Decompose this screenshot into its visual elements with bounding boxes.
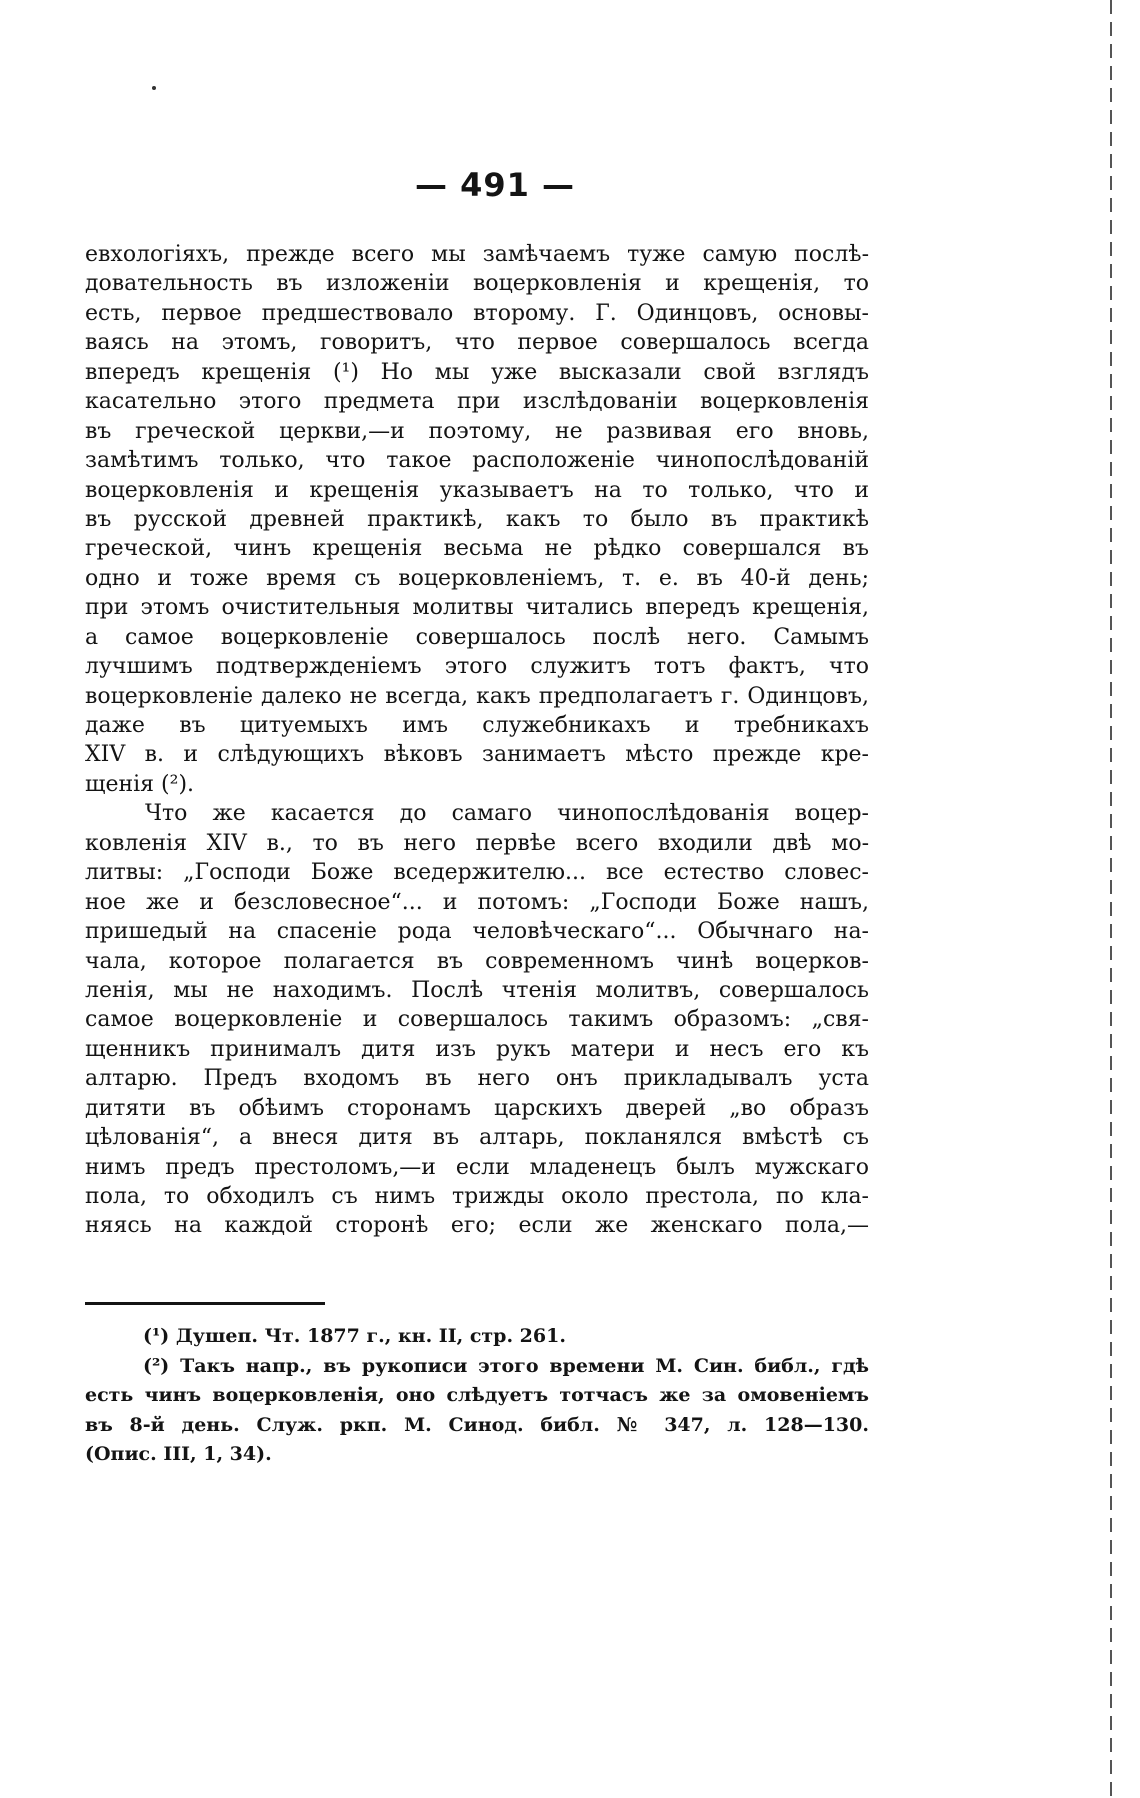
footnote-2-line: есть чинъ воцерковленія, оно слѣдуетъ тотчасъ же за омовеніемъ <box>85 1384 869 1406</box>
footnote-2-line: въ 8-й день. Служ. ркп. М. Синод. библ. № 347, л. 128—130. <box>85 1413 869 1436</box>
footnote-2-line: (Опис. III, 1, 34). <box>85 1443 272 1465</box>
text-line: няясь на каждой сторонѣ его; если же женскаго пола,— <box>85 1213 869 1239</box>
paragraph-start-line: Что же касается до самаго чинопослѣдованія воцер- <box>145 801 869 827</box>
text-line: ковленія XIV в., то въ него первѣе всего входили двѣ мо- <box>85 830 869 856</box>
text-line: литвы: „Господи Боже вседержителю... все естество словес- <box>85 860 869 886</box>
text-line: дитяти въ обѣимъ сторонамъ царскихъ дверей „во образъ <box>85 1095 869 1121</box>
text-line: алтарю. Предъ входомъ въ него онъ прикладывалъ уста <box>85 1066 869 1092</box>
text-line: ное же и безсловесное“... и потомъ: „Господи Боже нашъ, <box>85 889 869 915</box>
text-line: въ греческой церкви,—и поэтому, не развивая его вновь, <box>85 418 869 444</box>
text-line: при этомъ очистительныя молитвы читались впередъ крещенія, <box>85 595 869 621</box>
text-line: ленія, мы не находимъ. Послѣ чтенія молитвъ, совершалось <box>85 977 869 1003</box>
text-line: щенія (²). <box>85 771 195 797</box>
text-line: есть, первое предшествовало второму. Г. Одинцовъ, основы- <box>85 300 869 326</box>
text-line: въ русской древней практикѣ, какъ то было въ практикѣ <box>85 506 869 532</box>
text-line: пришедый на спасеніе рода человѣческаго“... Обычнаго на- <box>85 919 869 945</box>
footnote-divider <box>85 1302 325 1305</box>
page-number: — 491 — <box>414 166 576 204</box>
text-line: нимъ предъ престоломъ,—и если младенецъ былъ мужскаго <box>85 1154 869 1180</box>
text-line: касательно этого предмета при изслѣдованіи воцерковленія <box>85 389 869 415</box>
text-line: ваясь на этомъ, говоритъ, что первое совершалось всегда <box>85 330 869 356</box>
text-line: впередъ крещенія (¹) Но мы уже высказали свой взглядъ <box>85 359 869 385</box>
text-line: одно и тоже время съ воцерковленіемъ, т. е. въ 40-й день; <box>85 565 869 591</box>
text-line: воцерковленія и крещенія указываетъ на то только, что и <box>85 477 869 503</box>
footnote-1: (¹) Душеп. Чт. 1877 г., кн. II, стр. 261. <box>143 1325 566 1347</box>
text-line: цѣлованія“, а внеся дитя въ алтарь, покланялся вмѣстѣ съ <box>85 1125 869 1151</box>
print-speck <box>152 86 156 90</box>
text-line: чала, которое полагается въ современномъ чинѣ воцерков- <box>85 948 869 974</box>
text-line: самое воцерковленіе и совершалось такимъ образомъ: „свя- <box>85 1007 869 1033</box>
main-text <box>85 240 869 1241</box>
text-line: пола, то обходилъ съ нимъ трижды около престола, по кла- <box>85 1184 869 1210</box>
text-line: лучшимъ подтвержденіемъ этого служитъ тотъ фактъ, что <box>85 654 869 680</box>
text-line: довательность въ изложеніи воцерковленія и крещенія, то <box>85 271 869 297</box>
text-line: XIV в. и слѣдующихъ вѣковъ занимаетъ мѣсто прежде кре- <box>85 742 869 768</box>
footnote-2-line: (²) Такъ напр., въ рукописи этого времени М. Син. библ., гдѣ <box>143 1354 869 1377</box>
text-line-wrapped: воцерковленіе далеко не всегда, какъ предполагаетъ г. Одинцовъ, даже въ цитуемыхъ имъ служебникахъ и требникахъ <box>85 683 869 739</box>
page-edge-line <box>1110 0 1112 1798</box>
text-line: щенникъ принималъ дитя изъ рукъ матери и несъ его къ <box>85 1036 869 1062</box>
text-line: замѣтимъ только, что такое расположеніе чинопослѣдованій <box>85 448 869 474</box>
footnotes <box>85 1322 869 1470</box>
text-line: а самое воцерковленіе совершалось послѣ него. Самымъ <box>85 624 869 650</box>
text-line: греческой, чинъ крещенія весьма не рѣдко совершался въ <box>85 536 869 562</box>
text-line: евхологіяхъ, прежде всего мы замѣчаемъ туже самую послѣ- <box>85 242 869 267</box>
